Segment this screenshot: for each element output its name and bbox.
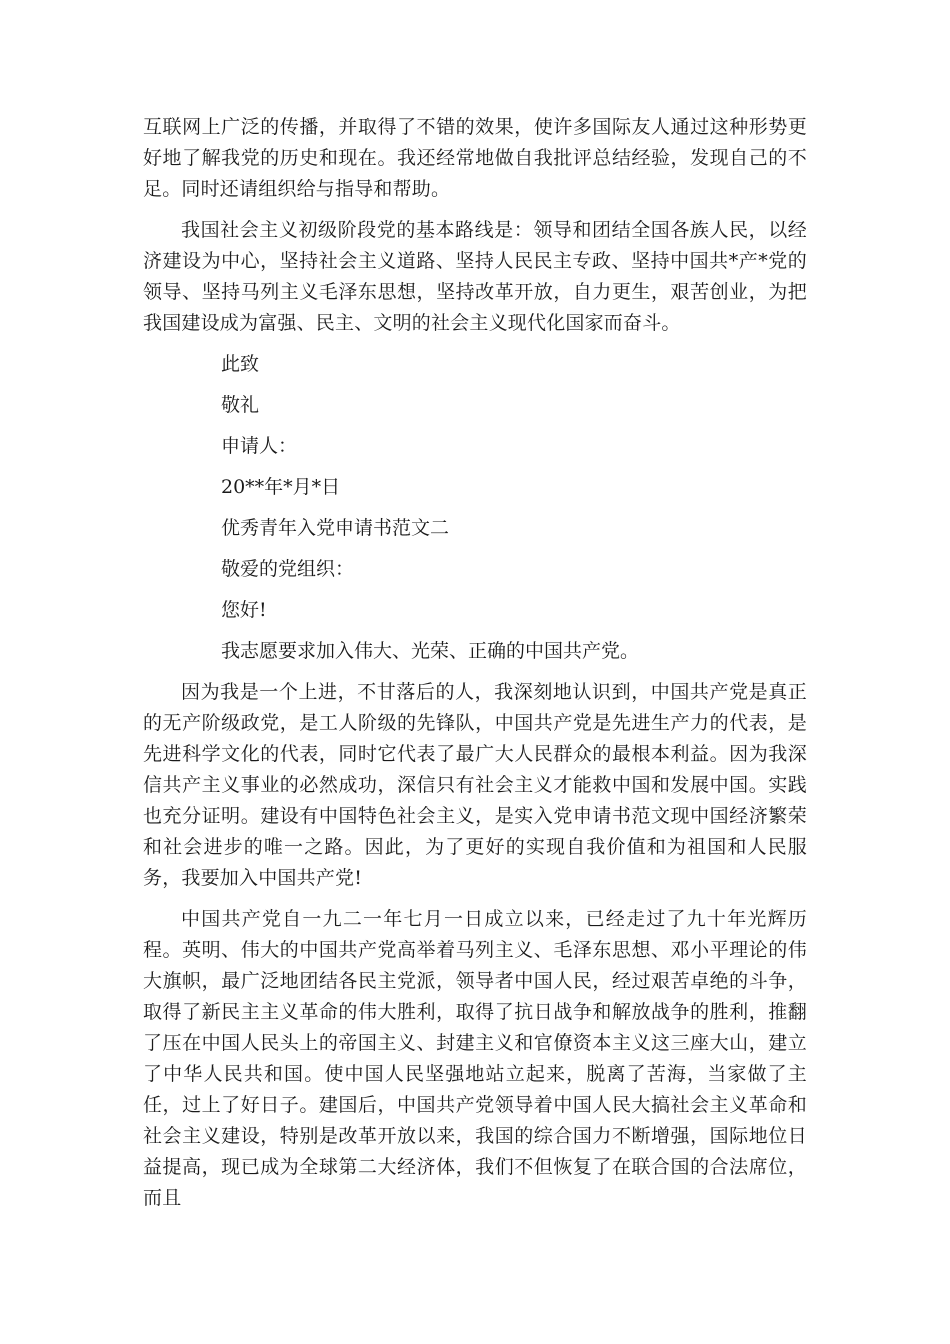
applicant-label: 申请人： [221, 435, 298, 457]
salutation: 敬爱的党组织： [221, 558, 355, 580]
paragraph-history: 中国共产党自一九二一年七月一日成立以来，已经走过了九十年光辉历程。英明、伟大的中国共产党高举着马列主义、毛泽东思想、邓小平理论的伟大旗帜，最广泛地团结各民主党派，领导者中国人民，经过艰苦卓绝的斗争，取得了新民主主义革命的伟大胜利，取得了抗日战争和解放战争的胜利，推翻了压在中国人民头上的帝国主义、封建主义和官僚资本主义这三座大山，建立了中华人民共和国。使中国人民坚强地站立起来，脱离了苦海，当家做了主任，过上了好日子。建国后，中国共产党领导着中国人民大搞社会主义革命和社会主义建设，特别是改革开放以来，我国的综合国力不断增强，国际地位日益提高，现已成为全球第二大经济体，我们不但恢复了在联合国的合法席位，而且 [143, 908, 807, 1209]
paragraph-continuation: 互联网上广泛的传播，并取得了不错的效果，使许多国际友人通过这种形势更好地了解我党的历史和现在。我还经常地做自我批评总结经验，发现自己的不足。同时还请组织给与指导和帮助。 [143, 116, 807, 200]
greeting: 您好! [221, 599, 267, 621]
sample-title: 优秀青年入党申请书范文二 [221, 517, 450, 539]
wish-statement: 我志愿要求加入伟大、光荣、正确的中国共产党。 [221, 640, 640, 662]
date-line: 20**年*月*日 [221, 476, 341, 498]
closing-cizhi: 此致 [221, 353, 260, 375]
closing-jingli: 敬礼 [221, 394, 260, 416]
document-body [143, 112, 807, 1224]
paragraph-reason: 因为我是一个上进，不甘落后的人，我深刻地认识到，中国共产党是真正的无产阶级政党，是工人阶级的先锋队，中国共产党是先进生产力的代表，是先进科学文化的代表，同时它代表了最广大人民群众的最根本利益。因为我深信共产主义事业的必然成功，深信只有社会主义才能救中国和发展中国。实践也充分证明。建设有中国特色社会主义，是实入党申请书范文现中国经济繁荣和社会进步的唯一之路。因此，为了更好的实现自我价值和为祖国和人民服务，我要加入中国共产党! [143, 681, 807, 889]
paragraph-basic-line: 我国社会主义初级阶段党的基本路线是：领导和团结全国各族人民，以经济建设为中心，坚持社会主义道路、坚持人民民主专政、坚持中国共*产*党的领导、坚持马列主义毛泽东思想，坚持改革开放，自力更生，艰苦创业，为把我国建设成为富强、民主、文明的社会主义现代化国家而奋斗。 [143, 219, 807, 334]
